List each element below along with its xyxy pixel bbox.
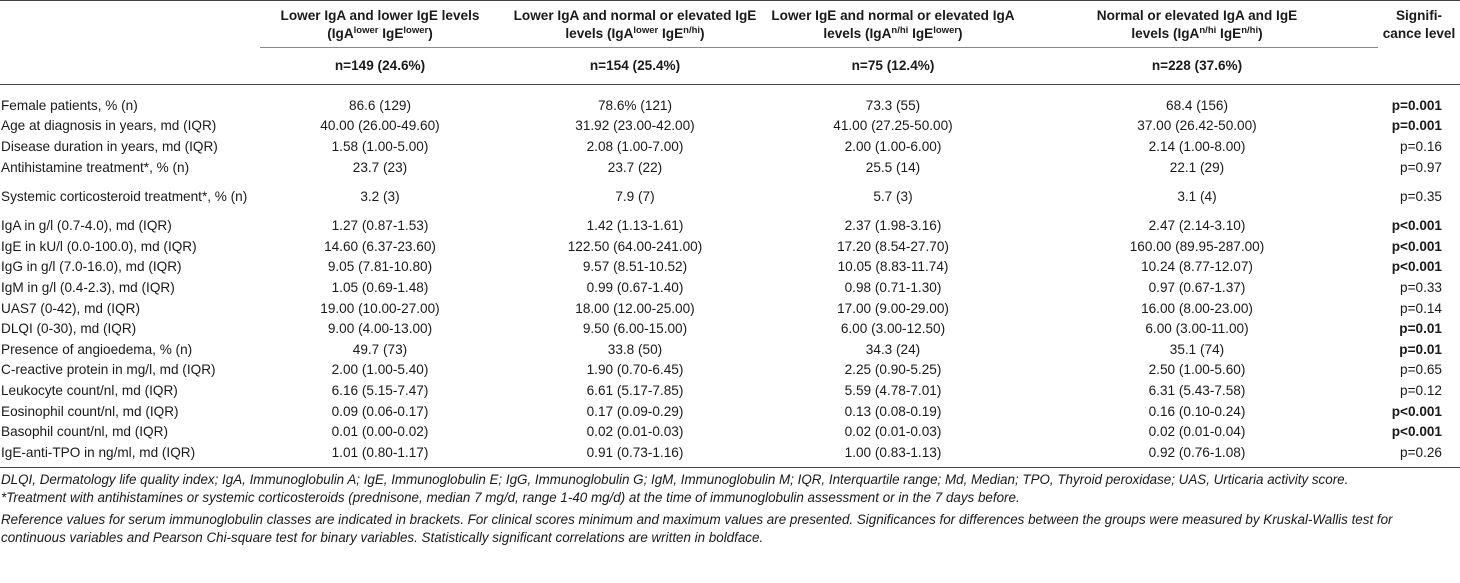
group-4-value: 10.24 (8.77-12.07) xyxy=(1141,259,1253,275)
row-label: UAS7 (0-42), md (IQR) xyxy=(1,300,140,316)
group-3-value: 17.20 (8.54-27.70) xyxy=(837,238,949,254)
significance-value: p=0.35 xyxy=(1400,188,1442,204)
row-label: Basophil count/nl, md (IQR) xyxy=(1,424,168,440)
header-row-groups xyxy=(0,1,1460,48)
group-3-value: 6.00 (3.00-12.50) xyxy=(840,321,946,337)
significance-value: p=0.12 xyxy=(1400,382,1442,398)
group-header-2 xyxy=(500,1,770,48)
group-1-value: 49.7 (73) xyxy=(352,341,408,357)
row-label: Systemic corticosteroid treatment*, % (n) xyxy=(1,188,248,204)
row-label: Antihistamine treatment*, % (n) xyxy=(1,159,190,175)
table-row xyxy=(0,257,1460,278)
significance-value: p=0.97 xyxy=(1400,159,1442,175)
group-4-value: 0.92 (0.76-1.08) xyxy=(1148,444,1246,460)
footnote-abbreviations: DLQI, Dermatology life quality index; IgA, Immunoglobulin A; IgE, Immunoglobulin E; IgG, Immunoglobulin G; IgM, Immunoglobulin M; IQR, Interquartile range; Md, Median; TPO, Thyroid peroxidase; UAS, Urticaria activity score. xyxy=(1,471,1349,487)
group-1-value: 19.00 (10.00-27.00) xyxy=(320,300,440,316)
group-code: levels (IgA$^{n/hi}$ IgE$^{n/hi}$) xyxy=(1131,25,1263,41)
group-count-2: n=154 (25.4%) xyxy=(500,48,770,85)
group-4-value: 22.1 (29) xyxy=(1169,159,1225,175)
group-2-value: 1.90 (0.70-6.45) xyxy=(586,362,684,378)
group-2-value: 6.61 (5.17-7.85) xyxy=(586,382,684,398)
row-label: Disease duration in years, md (IQR) xyxy=(1,138,218,154)
table-row xyxy=(0,442,1460,467)
table-header xyxy=(0,1,1460,85)
group-4-value: 6.31 (5.43-7.58) xyxy=(1148,382,1246,398)
group-2-value: 9.57 (8.51-10.52) xyxy=(582,259,688,275)
row-label: Female patients, % (n) xyxy=(1,97,138,113)
row-label: C-reactive protein in mg/l, md (IQR) xyxy=(1,362,216,378)
group-4-value: 68.4 (156) xyxy=(1166,97,1228,113)
group-count-1: n=149 (24.6%) xyxy=(260,48,500,85)
group-3-value: 73.3 (55) xyxy=(865,97,921,113)
group-1-value: 9.05 (7.81-10.80) xyxy=(327,259,433,275)
significance-value: p<0.001 xyxy=(1391,238,1442,254)
significance-value: p=0.001 xyxy=(1391,97,1442,113)
table-row xyxy=(0,236,1460,257)
table-row xyxy=(0,318,1460,339)
table-row xyxy=(0,380,1460,401)
significance-value: p=0.33 xyxy=(1400,279,1442,295)
table-row xyxy=(0,421,1460,442)
group-3-value: 2.25 (0.90-5.25) xyxy=(844,362,942,378)
row-label: IgG in g/l (7.0-16.0), md (IQR) xyxy=(1,259,182,275)
footnote-treatment: *Treatment with antihistamines or systemic corticosteroids (prednisone, median 7 mg/d, range 1-40 mg/d) at the time of immunoglobulin assessment or in the 7 days before. xyxy=(1,490,1020,505)
row-label: IgM in g/l (0.4-2.3), md (IQR) xyxy=(1,279,175,295)
table-bottom-rule xyxy=(0,467,1460,468)
significance-value: p=0.01 xyxy=(1399,321,1442,337)
group-4-value: 2.50 (1.00-5.60) xyxy=(1148,362,1246,378)
group-header-3 xyxy=(770,1,1016,48)
group-2-value: 122.50 (64.00-241.00) xyxy=(567,238,703,254)
header-row-counts xyxy=(0,48,1460,85)
significance-value: p<0.001 xyxy=(1391,424,1442,440)
group-1-value: 9.00 (4.00-13.00) xyxy=(327,321,433,337)
table-row xyxy=(0,360,1460,381)
group-count-4: n=228 (37.6%) xyxy=(1016,48,1378,85)
group-2-value: 31.92 (23.00-42.00) xyxy=(575,118,695,134)
group-1-value: 1.58 (1.00-5.00) xyxy=(331,138,429,154)
group-header-1 xyxy=(260,1,500,48)
group-2-value: 0.91 (0.73-1.16) xyxy=(586,444,684,460)
group-4-value: 0.16 (0.10-0.24) xyxy=(1148,403,1246,419)
group-4-value: 35.1 (74) xyxy=(1169,341,1225,357)
table-row xyxy=(0,215,1460,236)
group-code: (IgA$^{lower}$ IgE$^{lower}$) xyxy=(327,25,433,41)
row-label: Leukocyte count/nl, md (IQR) xyxy=(1,382,178,398)
group-3-value: 2.37 (1.98-3.16) xyxy=(844,218,942,234)
group-count-3: n=75 (12.4%) xyxy=(770,48,1016,85)
significance-value: p<0.001 xyxy=(1391,259,1442,275)
table-row xyxy=(0,85,1460,116)
group-2-value: 1.42 (1.13-1.61) xyxy=(586,218,684,234)
group-3-value: 5.7 (3) xyxy=(873,188,913,204)
header-empty-cell xyxy=(0,48,260,85)
significance-value: p<0.001 xyxy=(1391,218,1442,234)
row-label: Eosinophil count/nl, md (IQR) xyxy=(1,403,179,419)
significance-value: p=0.001 xyxy=(1391,118,1442,134)
group-4-value: 0.97 (0.67-1.37) xyxy=(1148,279,1246,295)
group-4-value: 3.1 (4) xyxy=(1177,188,1217,204)
group-3-value: 17.00 (9.00-29.00) xyxy=(837,300,949,316)
group-1-value: 23.7 (23) xyxy=(352,159,408,175)
row-label: Age at diagnosis in years, md (IQR) xyxy=(1,118,217,134)
group-4-value: 2.47 (2.14-3.10) xyxy=(1148,218,1246,234)
table-row xyxy=(0,157,1460,178)
group-2-value: 2.08 (1.00-7.00) xyxy=(586,138,684,154)
group-3-value: 10.05 (8.83-11.74) xyxy=(837,259,949,275)
table-row xyxy=(0,401,1460,422)
group-3-value: 5.59 (4.78-7.01) xyxy=(844,382,942,398)
group-title: Lower IgA and normal or elevated IgE xyxy=(513,8,757,23)
significance-value: p=0.01 xyxy=(1399,341,1442,357)
footnote-reference: Reference values for serum immunoglobulin classes are indicated in brackets. For clinical scores minimum and maximum values are presented. Significances for differences between the groups were measured by Kruskal-Wallis test for continuous variables and Pearson Chi-square test for binary variables. Statistically significant correlations are written in boldface. xyxy=(1,511,1393,545)
group-3-value: 34.3 (24) xyxy=(865,341,921,357)
group-2-value: 9.50 (6.00-15.00) xyxy=(582,321,688,337)
group-1-value: 1.01 (0.80-1.17) xyxy=(331,444,429,460)
group-code: levels (IgA$^{lower}$ IgE$^{n/hi}$) xyxy=(565,25,705,41)
significance-value: p<0.001 xyxy=(1391,403,1442,419)
header-empty-cell xyxy=(0,1,260,48)
group-2-value: 0.17 (0.09-0.29) xyxy=(586,403,684,419)
group-2-value: 0.99 (0.67-1.40) xyxy=(586,279,684,295)
group-1-value: 1.05 (0.69-1.48) xyxy=(331,279,429,295)
row-label: Presence of angioedema, % (n) xyxy=(1,341,193,357)
group-3-value: 25.5 (14) xyxy=(865,159,921,175)
table-row xyxy=(0,116,1460,137)
group-1-value: 1.27 (0.87-1.53) xyxy=(331,218,429,234)
group-2-value: 23.7 (22) xyxy=(607,159,663,175)
group-4-value: 37.00 (26.42-50.00) xyxy=(1137,118,1257,134)
table-row xyxy=(0,177,1460,215)
group-4-value: 0.02 (0.01-0.04) xyxy=(1148,424,1246,440)
row-label: IgE in kU/l (0.0-100.0), md (IQR) xyxy=(1,238,197,254)
group-4-value: 160.00 (89.95-287.00) xyxy=(1129,238,1265,254)
significance-value: p=0.16 xyxy=(1400,138,1442,154)
group-1-value: 40.00 (26.00-49.60) xyxy=(320,118,440,134)
group-title: Lower IgE and normal or elevated IgA xyxy=(771,8,1015,23)
significance-value: p=0.14 xyxy=(1400,300,1442,316)
table-row xyxy=(0,277,1460,298)
group-2-value: 0.02 (0.01-0.03) xyxy=(586,424,684,440)
group-4-value: 16.00 (8.00-23.00) xyxy=(1141,300,1253,316)
group-4-value: 2.14 (1.00-8.00) xyxy=(1148,138,1246,154)
significance-value: p=0.26 xyxy=(1400,444,1442,460)
group-3-value: 2.00 (1.00-6.00) xyxy=(844,138,942,154)
group-1-value: 0.01 (0.00-0.02) xyxy=(331,424,429,440)
group-3-value: 0.98 (0.71-1.30) xyxy=(844,279,942,295)
group-code: levels (IgA$^{n/hi}$ IgE$^{lower}$) xyxy=(823,25,963,41)
group-3-value: 41.00 (27.25-50.00) xyxy=(833,118,953,134)
table-footnotes xyxy=(0,471,1460,548)
group-1-value: 0.09 (0.06-0.17) xyxy=(331,403,429,419)
group-title: Normal or elevated IgA and IgE xyxy=(1096,8,1298,23)
significance-value: p=0.65 xyxy=(1400,362,1442,378)
group-3-value: 1.00 (0.83-1.13) xyxy=(844,444,942,460)
row-label: IgE-anti-TPO in ng/ml, md (IQR) xyxy=(1,444,196,460)
group-1-value: 2.00 (1.00-5.40) xyxy=(331,362,429,378)
group-3-value: 0.02 (0.01-0.03) xyxy=(844,424,942,440)
group-2-value: 33.8 (50) xyxy=(607,341,663,357)
table-row xyxy=(0,298,1460,319)
group-1-value: 3.2 (3) xyxy=(360,188,400,204)
header-empty-cell xyxy=(1378,48,1460,85)
table-row xyxy=(0,339,1460,360)
group-title: Lower IgA and lower IgE levels xyxy=(280,8,480,23)
group-1-value: 14.60 (6.37-23.60) xyxy=(324,238,436,254)
group-3-value: 0.13 (0.08-0.19) xyxy=(844,403,942,419)
table-body xyxy=(0,85,1460,467)
significance-header: Signifi- cance level xyxy=(1382,8,1456,42)
row-label: IgA in g/l (0.7-4.0), md (IQR) xyxy=(1,218,172,234)
group-2-value: 7.9 (7) xyxy=(615,188,655,204)
group-4-value: 6.00 (3.00-11.00) xyxy=(1145,321,1249,337)
group-header-4 xyxy=(1016,1,1378,48)
group-1-value: 6.16 (5.15-7.47) xyxy=(331,382,429,398)
table-row xyxy=(0,136,1460,157)
group-2-value: 18.00 (12.00-25.00) xyxy=(575,300,695,316)
row-label: DLQI (0-30), md (IQR) xyxy=(1,321,137,337)
group-1-value: 86.6 (129) xyxy=(349,97,411,113)
group-2-value: 78.6% (121) xyxy=(597,97,673,113)
